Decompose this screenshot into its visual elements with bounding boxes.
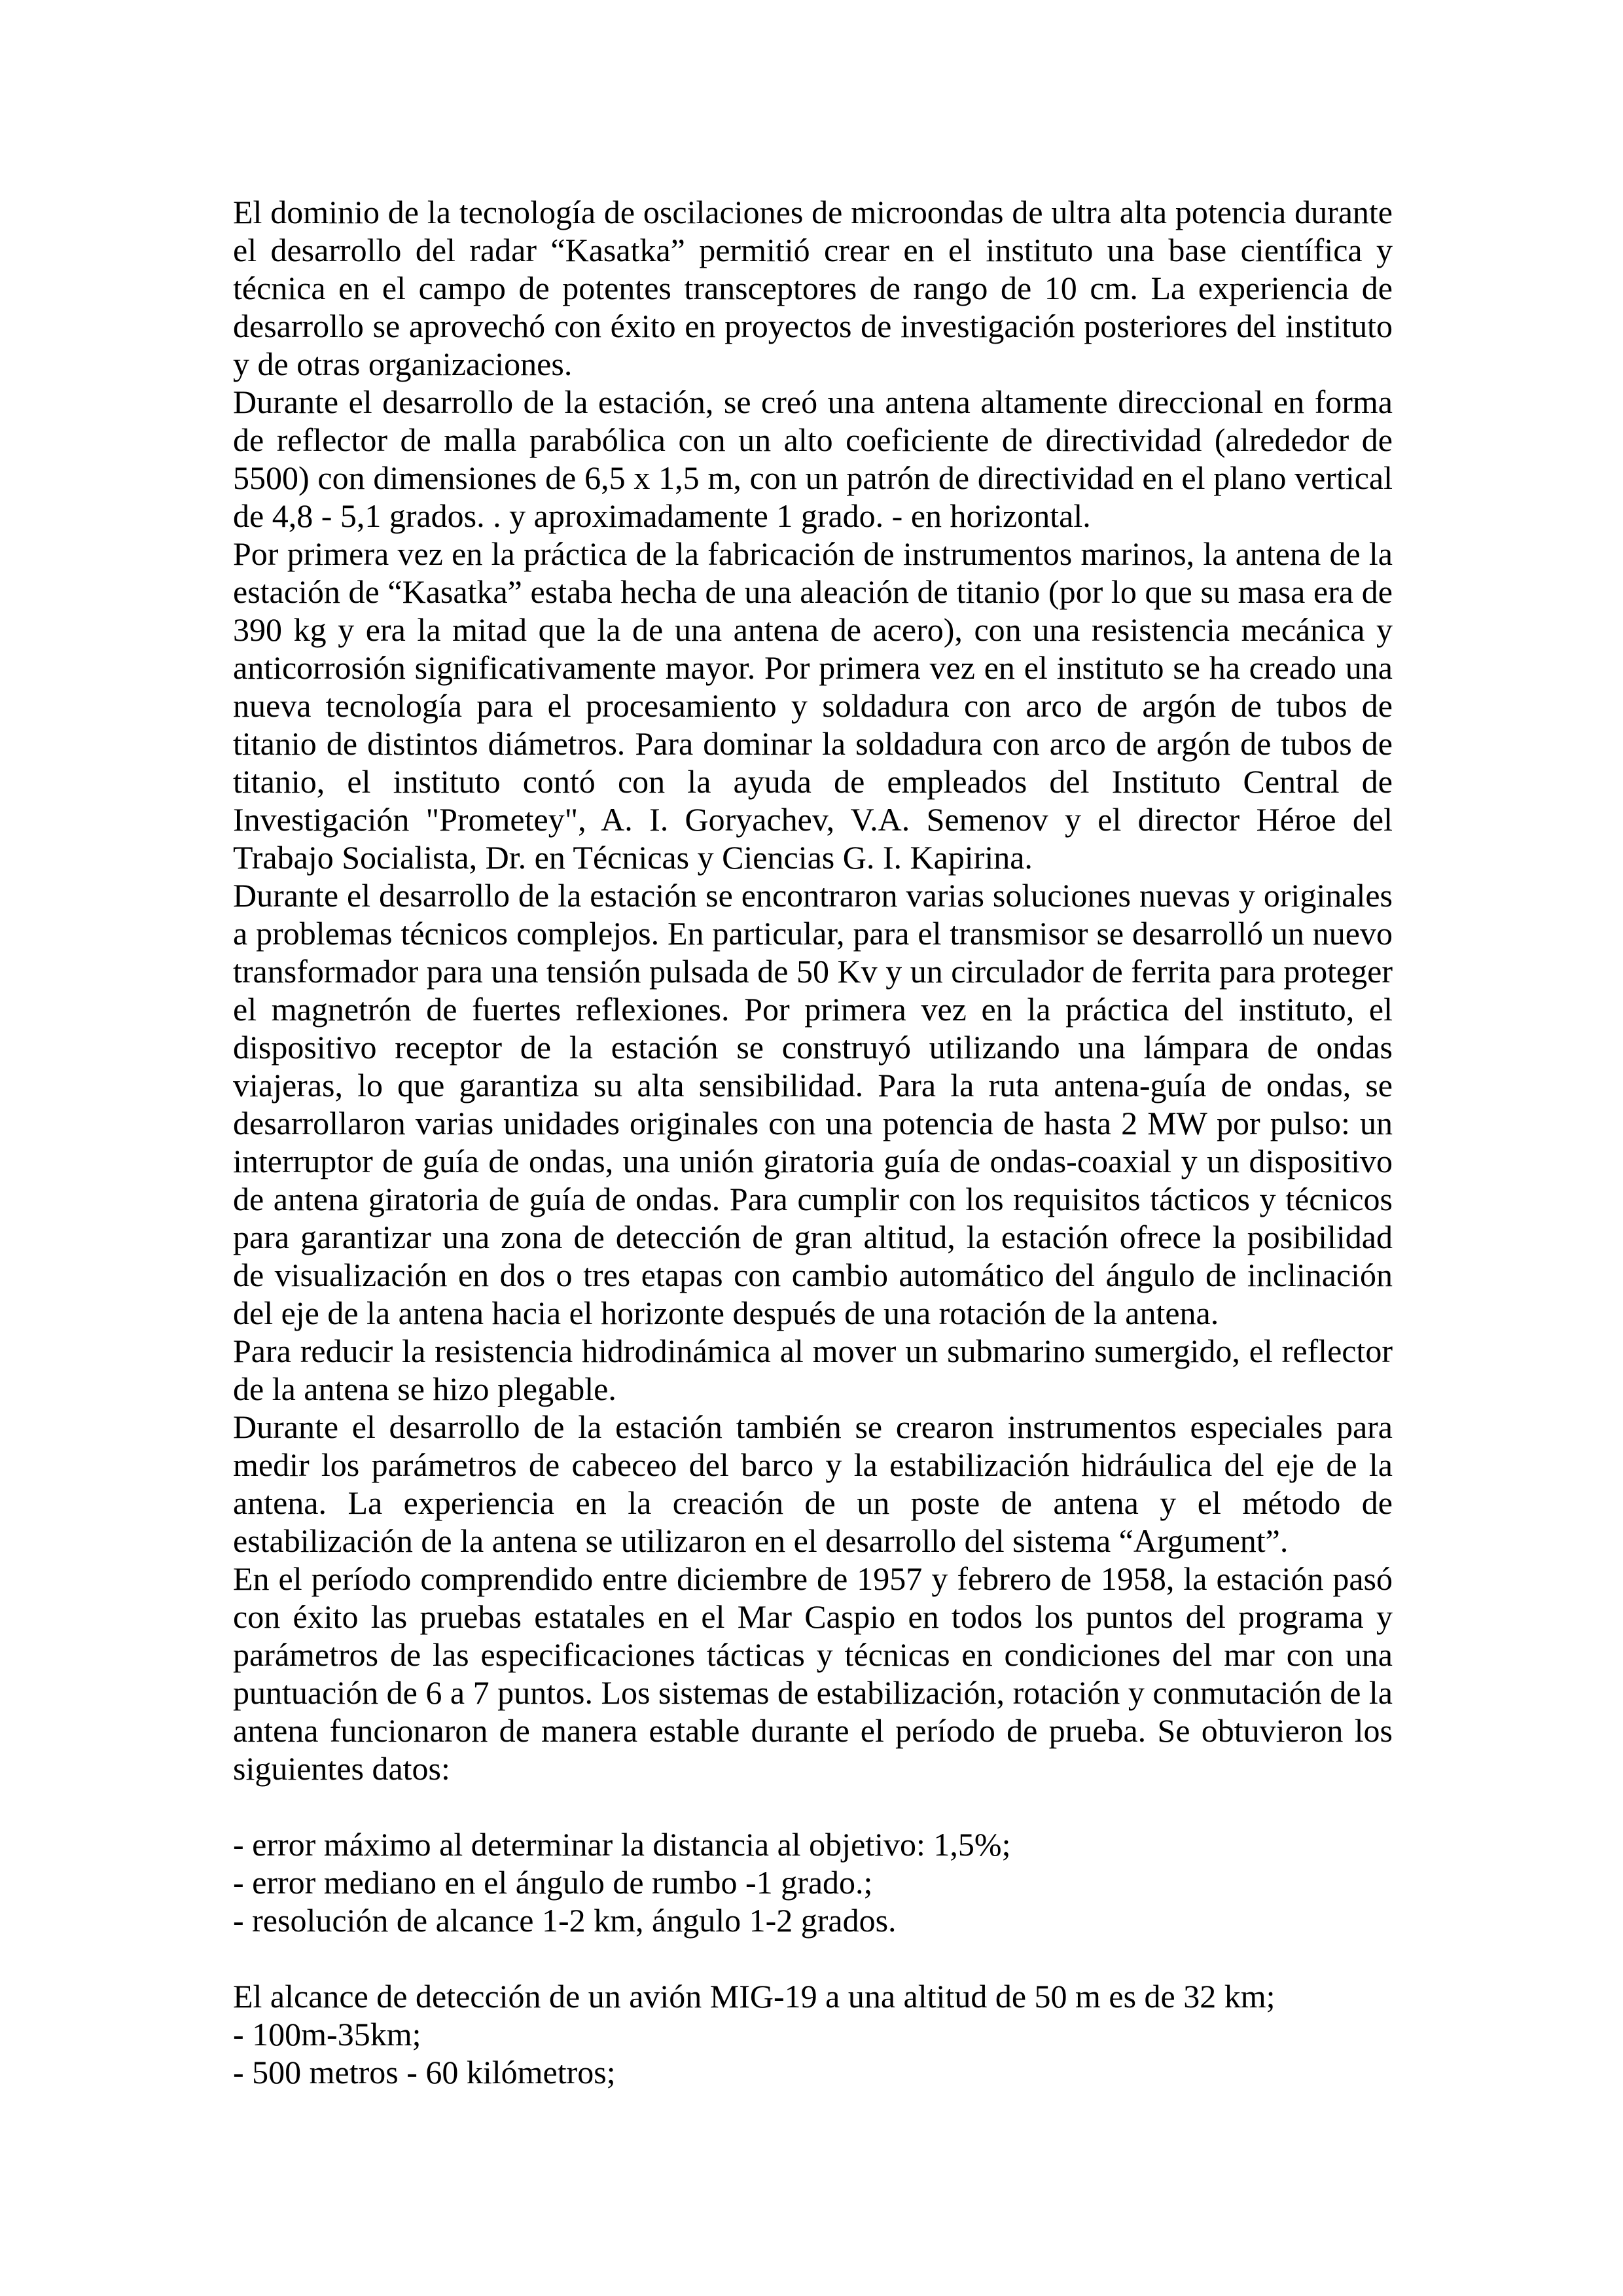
detection-paragraph: El alcance de detección de un avión MIG-19 a una altitud de 50 m es de 32 km;	[233, 1978, 1275, 2015]
paragraph-1: El dominio de la tecnología de oscilaciones de microondas de ultra alta potencia durante el desarrollo del radar “Kasatka” permitió crear en el instituto una base científica y técnica en el campo de potentes transceptores de rango de 10 cm. La experiencia de desarrollo se aprovechó con éxito en proyectos de investigación posteriores del instituto y de otras organizaciones.	[233, 194, 1393, 382]
blank-line	[233, 1787, 1393, 1825]
paragraph-2: Durante el desarrollo de la estación, se creó una antena altamente direccional en forma de reflector de malla parabólica con un alto coeficiente de directividad (alrededor de 5500) con dimensiones de 6,5 x 1,5 m, con un patrón de directividad en el plano vertical de 4,8 - 5,1 grados. . y aproximadamente 1 grado. - en horizontal.	[233, 384, 1393, 534]
blank-line	[233, 1939, 1393, 1977]
results-list-item-3: - resolución de alcance 1-2 km, ángulo 1-2 grados.	[233, 1902, 897, 1939]
paragraph-5: Para reducir la resistencia hidrodinámica al mover un submarino sumergido, el reflector de la antena se hizo plegable.	[233, 1333, 1393, 1407]
detection-list-item-2: - 500 metros - 60 kilómetros;	[233, 2054, 616, 2090]
detection-list-item-1: - 100m-35km;	[233, 2016, 421, 2053]
results-list-item-2: - error mediano en el ángulo de rumbo -1 grado.;	[233, 1864, 873, 1901]
paragraph-4: Durante el desarrollo de la estación se encontraron varias soluciones nuevas y originales a problemas técnicos complejos. En particular, para el transmisor se desarrolló un nuevo transformador para una tensión pulsada de 50 Kv y un circulador de ferrita para proteger el magnetrón de fuertes reflexiones. Por primera vez en la práctica del instituto, el dispositivo receptor de la estación se construyó utilizando una lámpara de ondas viajeras, lo que garantiza su alta sensibilidad. Para la ruta antena-guía de ondas, se desarrollaron varias unidades originales con una potencia de hasta 2 MW por pulso: un interruptor de guía de ondas, una unión giratoria guía de ondas-coaxial y un dispositivo de antena giratoria de guía de ondas. Para cumplir con los requisitos tácticos y técnicos para garantizar una zona de detección de gran altitud, la estación ofrece la posibilidad de visualización en dos o tres etapas con cambio automático del ángulo de inclinación del eje de la antena hacia el horizonte después de una rotación de la antena.	[233, 877, 1393, 1331]
paragraph-6: Durante el desarrollo de la estación también se crearon instrumentos especiales para medir los parámetros de cabeceo del barco y la estabilización hidráulica del eje de la antena. La experiencia en la creación de un poste de antena y el método de estabilización de la antena se utilizaron en el desarrollo del sistema “Argument”.	[233, 1408, 1393, 1559]
results-list-item-1: - error máximo al determinar la distancia al objetivo: 1,5%;	[233, 1826, 1011, 1863]
document-body	[233, 193, 1393, 2091]
paragraph-7: En el período comprendido entre diciembre de 1957 y febrero de 1958, la estación pasó con éxito las pruebas estatales en el Mar Caspio en todos los puntos del programa y parámetros de las especificaciones tácticas y técnicas en condiciones del mar con una puntuación de 6 a 7 puntos. Los sistemas de estabilización, rotación y conmutación de la antena funcionaron de manera estable durante el período de prueba. Se obtuvieron los siguientes datos:	[233, 1560, 1393, 1787]
paragraph-3: Por primera vez en la práctica de la fabricación de instrumentos marinos, la antena de la estación de “Kasatka” estaba hecha de una aleación de titanio (por lo que su masa era de 390 kg y era la mitad que la de una antena de acero), con una resistencia mecánica y anticorrosión significativamente mayor. Por primera vez en el instituto se ha creado una nueva tecnología para el procesamiento y soldadura con arco de argón de tubos de titanio de distintos diámetros. Para dominar la soldadura con arco de argón de tubos de titanio, el instituto contó con la ayuda de empleados del Instituto Central de Investigación "Prometey", A. I. Goryachev, V.A. Semenov y el director Héroe del Trabajo Socialista, Dr. en Técnicas y Ciencias G. I. Kapirina.	[233, 535, 1393, 876]
